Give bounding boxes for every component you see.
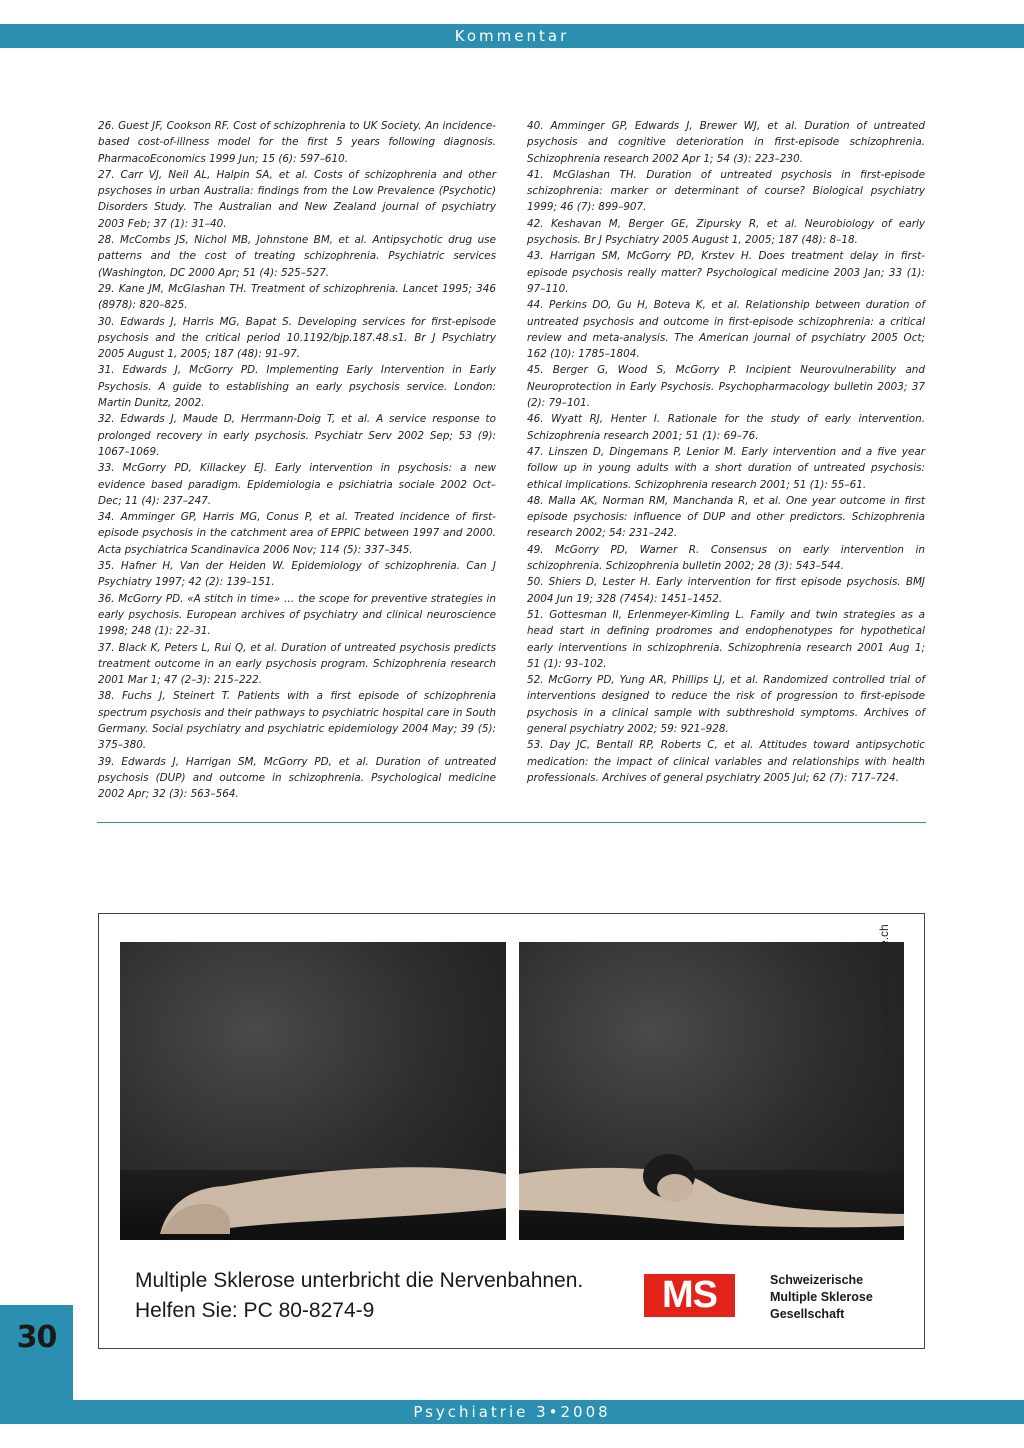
reference-item: 43. Harrigan SM, McGorry PD, Krstev H. Does treatment delay in first-episode psychosis really matter? Psychological medicine 2003 Jan; 33 (1): 97–110.	[527, 250, 925, 295]
reference-item: 26. Guest JF, Cookson RF. Cost of schizophrenia to UK Society. An incidence-based cost-of-illness model for the first 5 years following diagnosis. PharmacoEconomics 1999 Jun; 15 (6): 597–610.	[98, 120, 496, 165]
reference-item: 49. McGorry PD, Warner R. Consensus on early intervention in schizophrenia. Schizophrenia bulletin 2002; 28 (3): 543–544.	[527, 543, 925, 573]
reference-item: 38. Fuchs J, Steinert T. Patients with a first episode of schizophrenia spectrum psychosis and their pathways to psychiatric hospital care in South Germany. Social psychiatry and psychiatric epidemiology 2004 May; 39 (5): 375–380.	[98, 690, 496, 752]
ad-photo-left	[120, 942, 506, 1240]
advertisement	[98, 913, 925, 1349]
reference-item: 30. Edwards J, Harris MG, Bapat S. Developing services for first-episode psychosis and the critical period 10.1192/bjp.187.48.s1. Br J Psychiatry 2005 August 1, 2005; 187 (48): 91–97.	[98, 315, 496, 361]
reference-item: 34. Amminger GP, Harris MG, Conus P, et al. Treated incidence of first-episode psychosis in the catchment area of EPPIC between 1997 and 2000. Acta psychiatrica Scandinavica 2006 Nov; 114 (5): 337–345.	[98, 511, 496, 556]
ad-photo-right	[519, 942, 904, 1240]
page-number: 30	[16, 1320, 57, 1355]
reference-item: 44. Perkins DO, Gu H, Boteva K, et al. Relationship between duration of untreated psychosis and outcome in first-episode schizophrenia: a critical review and meta-analysis. The American journal of psychiatry 2005 Oct; 162 (10): 1785–1804.	[527, 299, 925, 361]
section-header: Kommentar	[0, 24, 1024, 48]
reference-item: 27. Carr VJ, Neil AL, Halpin SA, et al. Costs of schizophrenia and other psychoses in urban Australia: findings from the Low Prevalence (Psychotic) Disorders Study. The Australian and New Zealand journal of psychiatry 2003 Feb; 37 (1): 31–40.	[98, 168, 496, 230]
reference-item: 45. Berger G, Wood S, McGorry P. Incipient Neurovulnerability and Neuroprotection in Early Psychosis. Psychopharmacology bulletin 2003; 37 (2): 79–101.	[527, 364, 925, 410]
org-name-line: Schweizerische	[770, 1273, 864, 1287]
ms-organization-name	[770, 1272, 873, 1323]
reference-item: 37. Black K, Peters L, Rui Q, et al. Duration of untreated psychosis predicts treatment outcome in an early psychosis program. Schizophrenia research 2001 Mar 1; 47 (2–3): 215–222.	[98, 641, 496, 687]
ad-donation-line: Helfen Sie: PC 80-8274-9	[135, 1299, 375, 1322]
reference-item: 29. Kane JM, McGlashan TH. Treatment of schizophrenia. Lancet 1995; 346 (8978): 820–825.	[98, 282, 496, 312]
ad-slogan	[135, 1266, 583, 1326]
ad-slogan-line: Multiple Sklerose unterbricht die Nervenbahnen.	[135, 1269, 584, 1292]
org-name-line: Multiple Sklerose	[770, 1290, 873, 1304]
reference-item: 42. Keshavan M, Berger GE, Zipursky R, et al. Neurobiology of early psychosis. Br J Psychiatry 2005 August 1, 2005; 187 (48): 8–18.	[527, 217, 925, 247]
reference-item: 41. McGlashan TH. Duration of untreated psychosis in first-episode schizophrenia: marker or determinant of course? Biological psychiatry 1999; 46 (7): 899–907.	[527, 168, 925, 214]
reference-item: 40. Amminger GP, Edwards J, Brewer WJ, et al. Duration of untreated psychosis and cognitive deterioration in first-episode schizophrenia. Schizophrenia research 2002 Apr 1; 54 (3): 223–230.	[527, 120, 925, 165]
references-left-column	[98, 118, 496, 802]
ad-url: www.multiplesklerose.ch	[877, 924, 891, 1055]
reference-item: 50. Shiers D, Lester H. Early intervention for first episode psychosis. BMJ 2004 Jun 19; 328 (7454): 1451–1452.	[527, 576, 925, 605]
reference-item: 51. Gottesman II, Erlenmeyer-Kimling L. Family and twin strategies as a head start in defining prodromes and endophenotypes for hypothetical early interventions in schizophrenia. Schizophrenia research 2001 Aug 1; 51 (1): 93–102.	[527, 608, 925, 670]
reference-item: 47. Linszen D, Dingemans P, Lenior M. Early intervention and a five year follow up in young adults with a short duration of untreated psychosis: ethical implications. Schizophrenia research 2001; 51 (1): 55–61.	[527, 445, 925, 491]
journal-footer: Psychiatrie 3•2008	[0, 1400, 1024, 1424]
org-name-line: Gesellschaft	[770, 1307, 845, 1321]
section-divider	[97, 822, 926, 823]
reference-item: 33. McGorry PD, Killackey EJ. Early intervention in psychosis: a new evidence based paradigm. Epidemiologia e psichiatria sociale 2002 Oct–Dec; 11 (4): 237–247.	[98, 462, 496, 507]
figure-silhouette	[120, 942, 506, 1240]
references-right-column	[527, 118, 925, 786]
reference-item: 32. Edwards J, Maude D, Herrmann-Doig T, et al. A service response to prolonged recovery in early psychosis. Psychiatr Serv 2002 Sep; 53 (9): 1067–1069.	[98, 413, 496, 458]
ms-logo: MS	[644, 1274, 735, 1317]
reference-item: 52. McGorry PD, Yung AR, Phillips LJ, et al. Randomized controlled trial of interventions designed to reduce the risk of progression to first-episode psychosis in a clinical sample with subthreshold symptoms. Archives of general psychiatry 2002; 59: 921–928.	[527, 674, 925, 735]
reference-item: 46. Wyatt RJ, Henter I. Rationale for the study of early intervention. Schizophrenia research 2001; 51 (1): 69–76.	[527, 413, 925, 442]
reference-item: 53. Day JC, Bentall RP, Roberts C, et al. Attitudes toward antipsychotic medication: the impact of clinical variables and relationships with health professionals. Archives of general psychiatry 2005 Jul; 62 (7): 717–724.	[527, 739, 925, 784]
reference-item: 36. McGorry PD. «A stitch in time» … the scope for preventive strategies in early psychosis. European archives of psychiatry and clinical neuroscience 1998; 248 (1): 22–31.	[98, 592, 496, 638]
reference-item: 28. McCombs JS, Nichol MB, Johnstone BM, et al. Antipsychotic drug use patterns and the cost of treating schizophrenia. Psychiatric services (Washington, DC 2000 Apr; 51 (4): 525–527.	[98, 234, 496, 279]
reference-item: 35. Hafner H, Van der Heiden W. Epidemiology of schizophrenia. Can J Psychiatry 1997; 42 (2): 139–151.	[98, 560, 496, 589]
reference-item: 31. Edwards J, McGorry PD. Implementing Early Intervention in Early Psychosis. A guide to establishing an early psychosis service. London: Martin Dunitz, 2002.	[98, 364, 496, 410]
reference-item: 39. Edwards J, Harrigan SM, McGorry PD, et al. Duration of untreated psychosis (DUP) and outcome in schizophrenia. Psychological medicine 2002 Apr; 32 (3): 563–564.	[98, 755, 496, 801]
figure-silhouette	[519, 942, 904, 1240]
reference-item: 48. Malla AK, Norman RM, Manchanda R, et al. One year outcome in first episode psychosis: influence of DUP and other predictors. Schizophrenia research 2002; 54: 231–242.	[527, 494, 925, 540]
